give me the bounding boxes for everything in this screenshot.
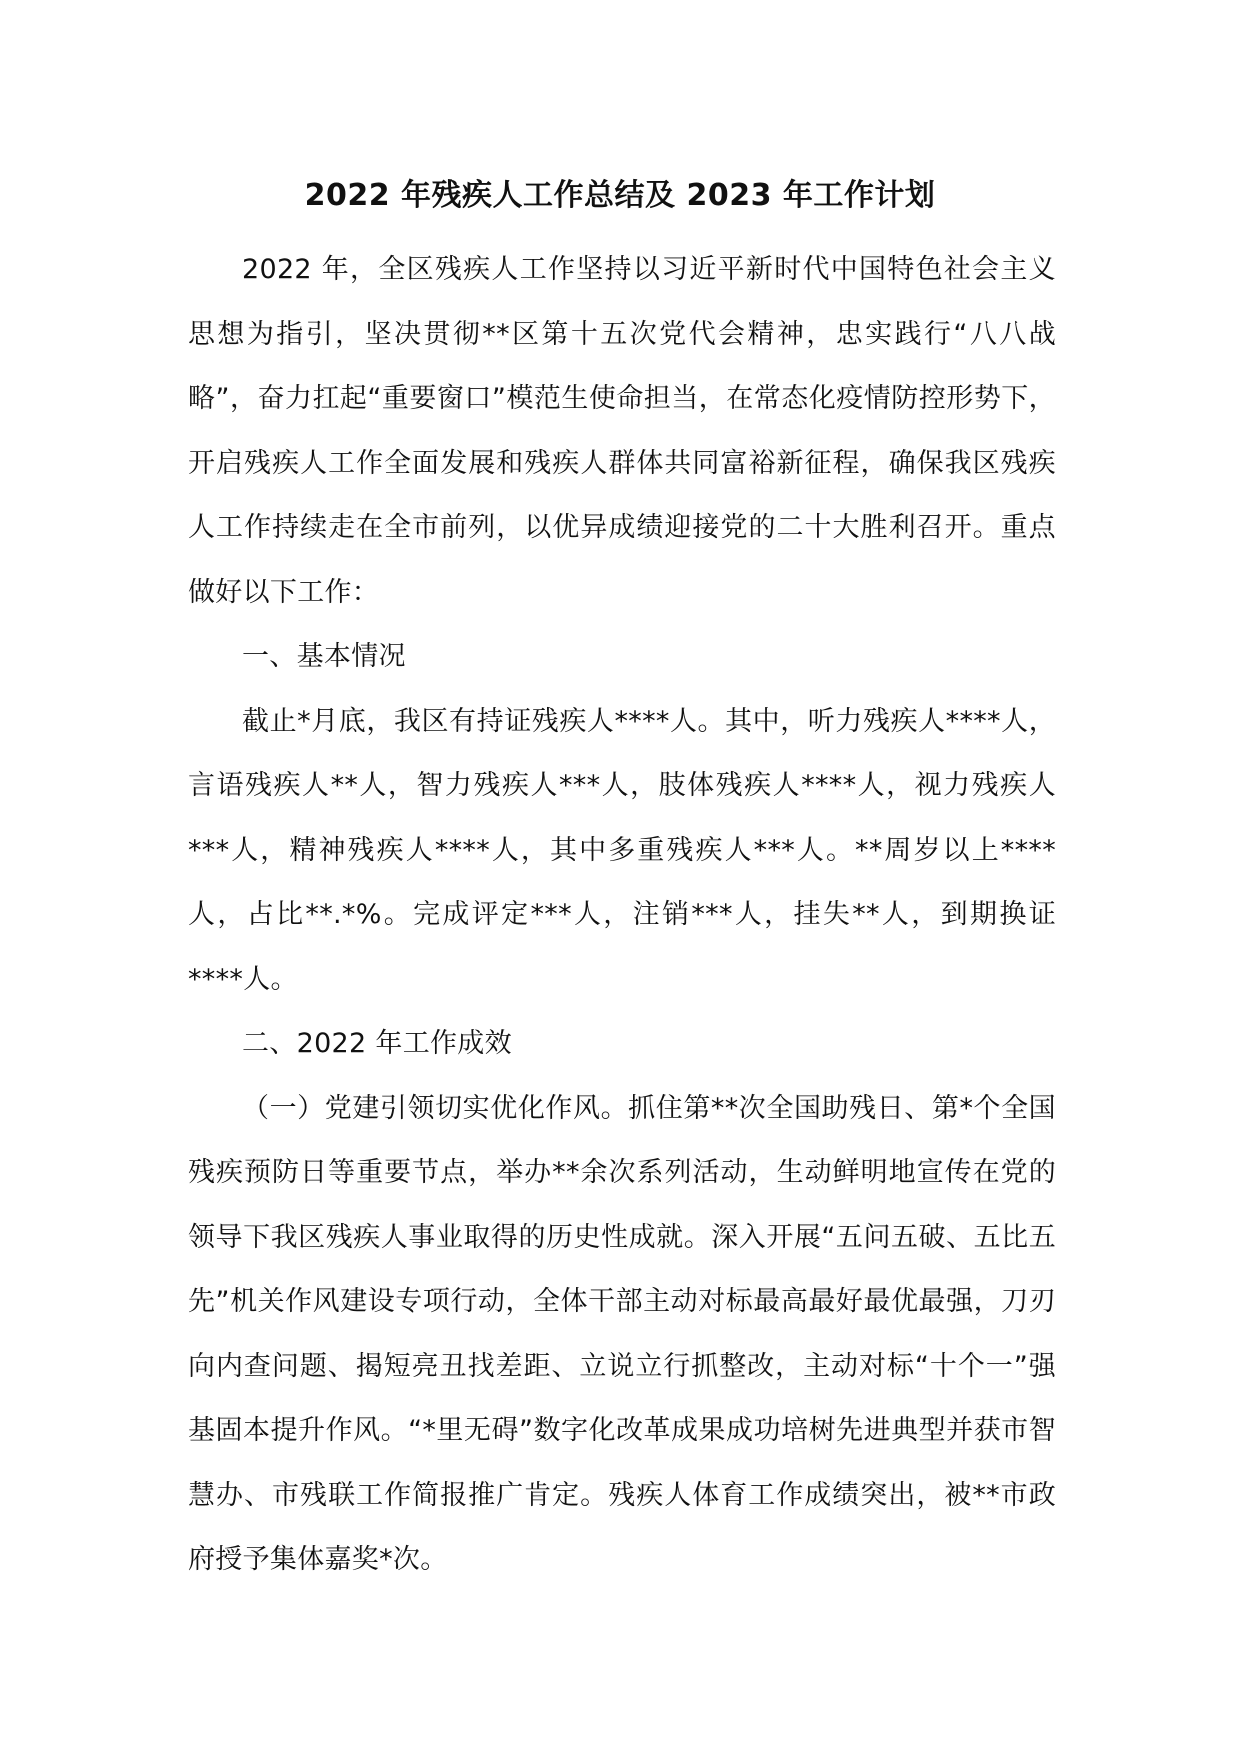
paragraph-party-building: （一）党建引领切实优化作风。抓住第**次全国助残日、第*个全国残疾预防日等重要节点，举办**余次系列活动，生动鲜明地宣传在党的领导下我区残疾人事业取得的历史性成就。深入开展“五问五破、五比五先”机关作风建设专项行动，全体干部主动对标最高最好最优最强，刀刃向内查问题、揭短亮丑找差距、立说立行抓整改，主动对标“十个一”强基固本提升作风。“*里无碍”数字化改革成果成功培树先进典型并获市智慧办、市残联工作简报推广肯定。残疾人体育工作成绩突出，被**市政府授予集体嘉奖*次。 bbox=[188, 1092, 1056, 1575]
paragraph-basic-situation: 截止*月底，我区有持证残疾人****人。其中，听力残疾人****人，言语残疾人**人，智力残疾人***人，肢体残疾人****人，视力残疾人***人，精神残疾人****人，其中多重残疾人***人。**周岁以上****人，占比**.*%。完成评定***人，注销***人，挂失**人，到期换证****人。 bbox=[188, 705, 1056, 995]
heading-basic-situation: 一、基本情况 bbox=[242, 641, 406, 672]
paragraph-intro: 2022 年，全区残疾人工作坚持以习近平新时代中国特色社会主义思想为指引，坚决贯彻**区第十五次党代会精神，忠实践行“八八战略”，奋力扛起“重要窗口”模范生使命担当，在常态化疫情防控形势下，开启残疾人工作全面发展和残疾人群体共同富裕新征程，确保我区残疾人工作持续走在全市前列，以优异成绩迎接党的二十大胜利召开。重点做好以下工作： bbox=[188, 254, 1056, 608]
heading-work-results: 二、2022 年工作成效 bbox=[242, 1028, 512, 1059]
document-title: 2022 年残疾人工作总结及 2023 年工作计划 bbox=[304, 178, 936, 213]
document-body bbox=[188, 238, 1056, 1593]
